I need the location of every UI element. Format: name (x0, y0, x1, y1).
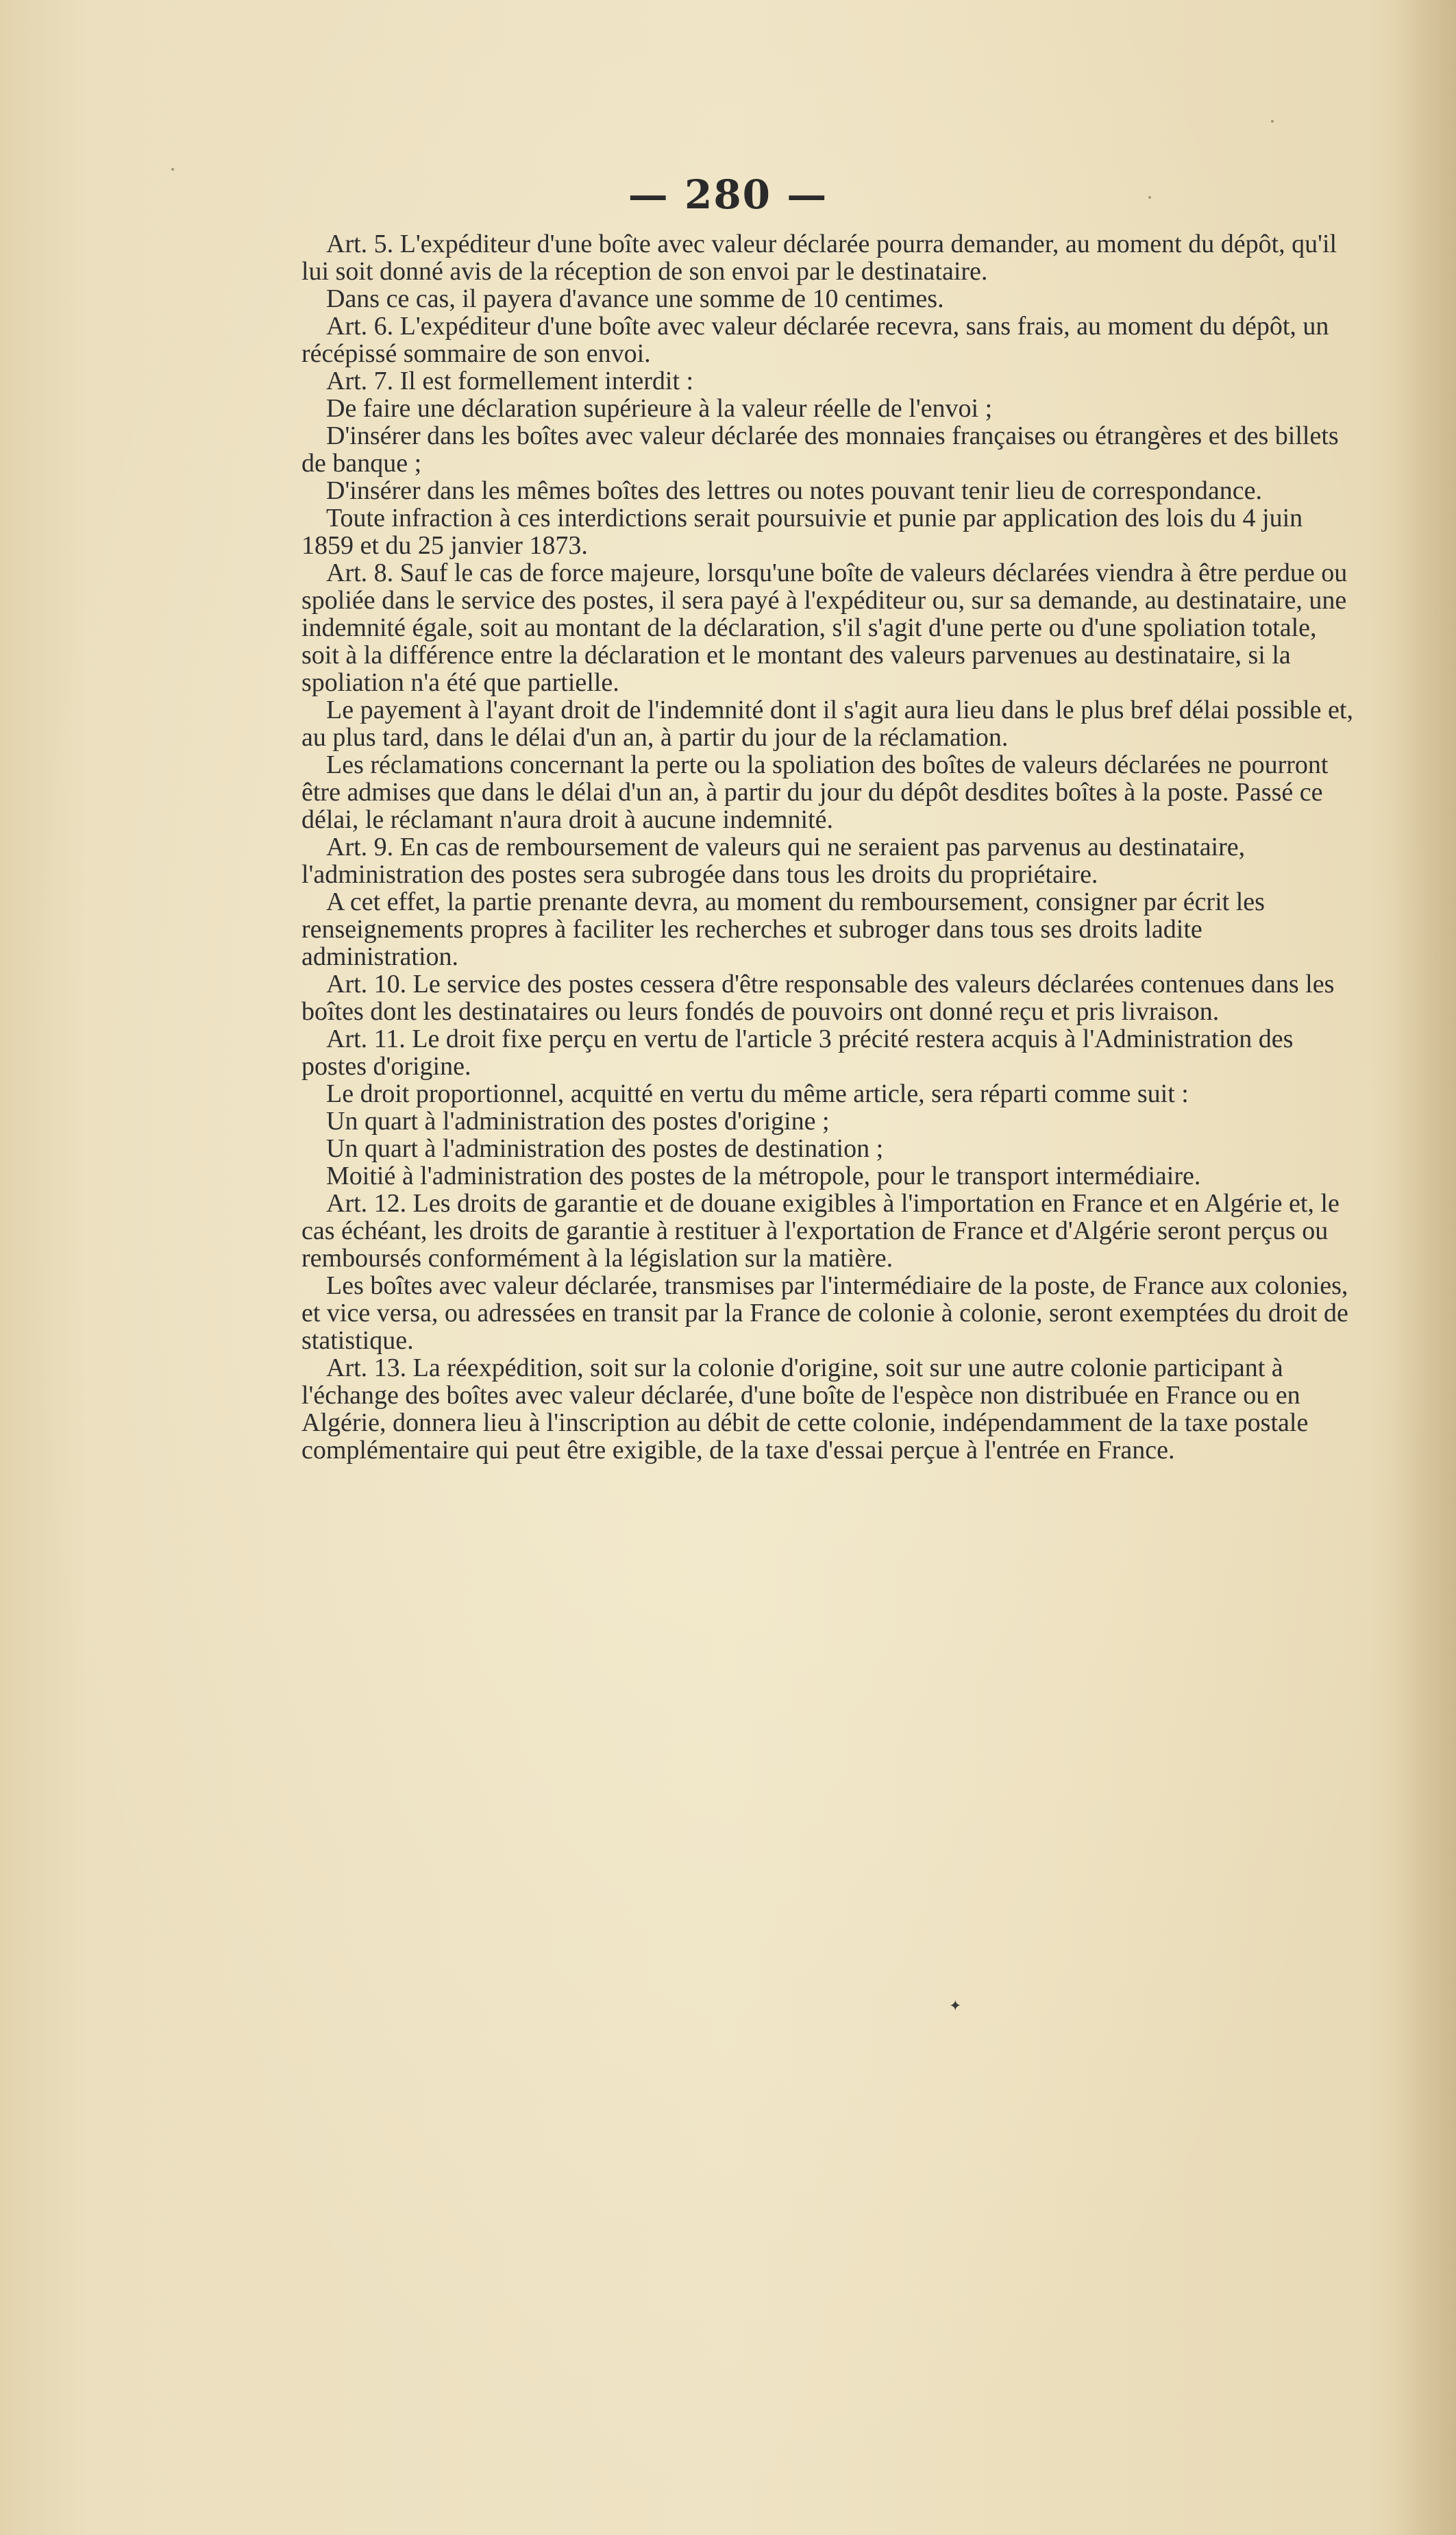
paragraph-art11: Art. 11. Le droit fixe perçu en vertu de l'article 3 précité restera acquis à l'Administration des postes d'origine. (301, 1025, 1294, 1081)
paragraph-art7-item3: D'insérer dans les mêmes boîtes des lettres ou notes pouvant tenir lieu de correspondance. (326, 476, 1262, 505)
paragraph-art11-destination: Un quart à l'administration des postes de destination ; (326, 1134, 884, 1163)
paragraph-art12: Art. 12. Les droits de garantie et de douane exigibles à l'importation en France et en Algérie et, le cas échéant, les droits de garantie à restituer à l'exportation de France et d'Algérie seront perçus ou remboursés conformément à la législation sur la matière. (301, 1189, 1340, 1273)
paragraph-art5: Art. 5. L'expéditeur d'une boîte avec valeur déclarée pourra demander, au moment du dépôt, qu'il lui soit donné avis de la réception de son envoi par le destinataire. (301, 230, 1337, 286)
paragraph-art11-metropole: Moitié à l'administration des postes de la métropole, pour le transport intermédiaire. (326, 1162, 1201, 1190)
paper-speck (171, 168, 174, 171)
paragraph-art7-item2: D'insérer dans les boîtes avec valeur déclarée des monnaies françaises ou étrangères et des billets de banque ; (301, 421, 1339, 478)
paragraph-art9-effect: A cet effet, la partie prenante devra, au moment du remboursement, consigner par écrit les renseignements propres à faciliter les recherches et subroger dans tous ses droits ladite administration. (301, 887, 1265, 971)
paper-speck (1271, 120, 1274, 123)
paragraph-art6: Art. 6. L'expéditeur d'une boîte avec valeur déclarée recevra, sans frais, au moment du dépôt, un récépissé sommaire de son envoi. (301, 312, 1329, 368)
paragraph-art8-claims: Les réclamations concernant la perte ou la spoliation des boîtes de valeurs déclarées ne pourront être admises que dans le délai d'un an, à partir du jour du dépôt desdites boîtes à la poste. Passé ce délai, le réclamant n'aura droit à aucune indemnité. (301, 750, 1329, 834)
paper-speck (1148, 196, 1151, 199)
paragraph-art8: Art. 8. Sauf le cas de force majeure, lorsqu'une boîte de valeurs déclarées viendra à être perdue ou spoliée dans le service des postes, il sera payé à l'expéditeur ou, sur sa demande, au destinataire, une indemnité égale, soit au montant de la déclaration, s'il s'agit d'une perte ou d'une spoliation totale, soit à la différence entre la déclaration et le montant des valeurs parvenues au destinataire, si la spoliation n'a été que partielle. (301, 559, 1348, 697)
paragraph-art5-fee: Dans ce cas, il payera d'avance une somme de 10 centimes. (326, 284, 944, 313)
paragraph-art13: Art. 13. La réexpédition, soit sur la colonie d'origine, soit sur une autre colonie participant à l'échange des boîtes avec valeur déclarée, d'une boîte de l'espèce non distribuée en France ou en Algérie, donnera lieu à l'inscription au débit de cette colonie, indépendamment de la taxe postale complémentaire qui peut être exigible, de la taxe d'essai perçue à l'entrée en France. (301, 1354, 1309, 1465)
paragraph-art10: Art. 10. Le service des postes cessera d'être responsable des valeurs déclarées contenues dans les boîtes dont les destinataires ou leurs fondés de pouvoirs ont donné reçu et pris livraison. (301, 970, 1335, 1026)
paragraph-art7-item1: De faire une déclaration supérieure à la valeur réelle de l'envoi ; (326, 394, 993, 423)
page-number: — 280 — (628, 171, 828, 218)
paragraph-art9: Art. 9. En cas de remboursement de valeurs qui ne seraient pas parvenus au destinataire, l'administration des postes sera subrogée dans tous les droits du propriétaire. (301, 833, 1246, 889)
printer-mark-icon: ✦ (949, 1998, 962, 2015)
paragraph-art11-split: Le droit proportionnel, acquitté en vertu du même article, sera réparti comme suit : (326, 1079, 1189, 1108)
body-text (301, 230, 1353, 1464)
paragraph-art12-transit: Les boîtes avec valeur déclarée, transmises par l'intermédiaire de la poste, de France aux colonies, et vice versa, ou adressées en transit par la France de colonie à colonie, seront exemptées du droit de statistique. (301, 1271, 1348, 1355)
paragraph-art7-penalty: Toute infraction à ces interdictions serait poursuivie et punie par application des lois du 4 juin 1859 et du 25 janvier 1873. (301, 504, 1303, 560)
page-edge-shadow (1394, 0, 1456, 2535)
paragraph-art8-payment: Le payement à l'ayant droit de l'indemnité dont il s'agit aura lieu dans le plus bref délai possible et, au plus tard, dans le délai d'un an, à partir du jour de la réclamation. (301, 696, 1353, 752)
paragraph-art7: Art. 7. Il est formellement interdit : (326, 367, 694, 395)
paragraph-art11-origin: Un quart à l'administration des postes d'origine ; (326, 1107, 830, 1136)
